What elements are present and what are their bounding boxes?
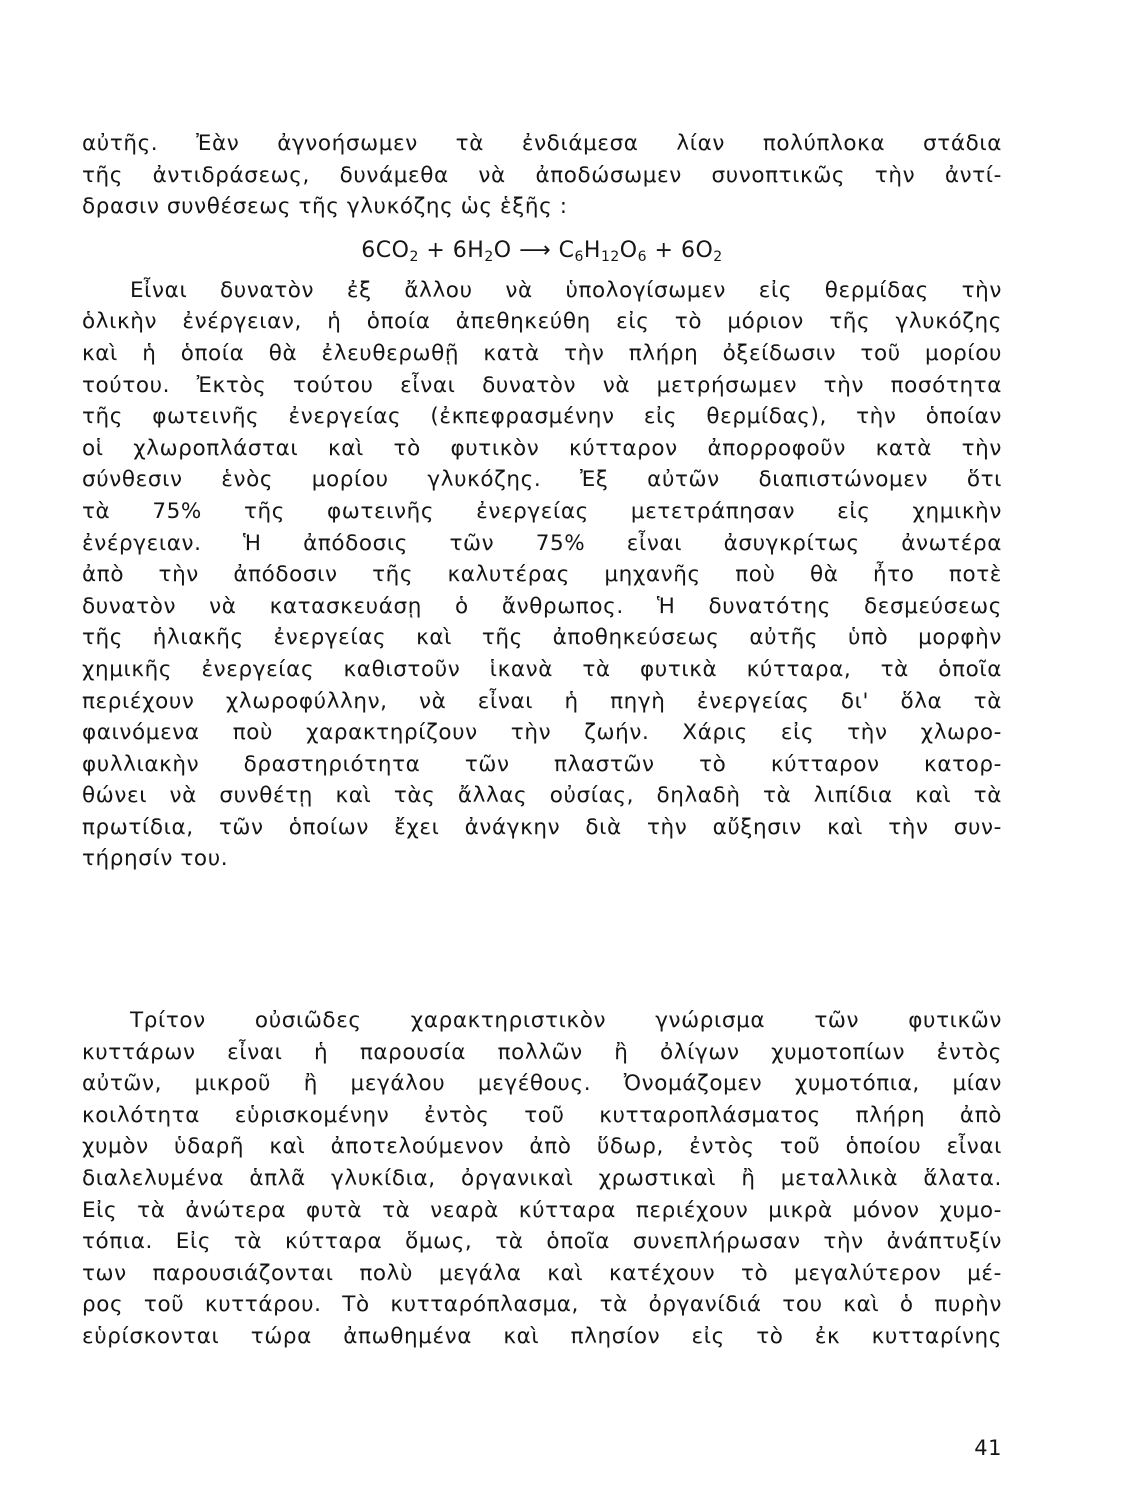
eq-plus: + — [647, 237, 681, 263]
eq-term-glucose: $C_6H_{12}O_6$ — [558, 237, 648, 265]
text-line: Εἶναι δυνατὸν ἐξ ἄλλου νὰ ὑπολογίσωμεν εἰς θερμίδας τὴν — [130, 277, 1002, 303]
text-line: δυνατὸν νὰ κατασκευάσῃ ὁ ἄνθρωπος. Ἡ δυνατότης δεσμεύσεως — [82, 593, 1002, 619]
text-line: δρασιν συνθέσεως τῆς γλυκόζης ὡς ἑξῆς : — [82, 194, 568, 220]
text-line: φαινόμενα ποὺ χαρακτηρίζουν τὴν ζωήν. Χάρις εἰς τὴν χλωρο- — [82, 720, 1002, 746]
paragraph-continued — [82, 128, 1002, 223]
eq-term-h2o: $6H_2O$ — [452, 237, 512, 265]
text-line: σύνθεσιν ἑνὸς μορίου γλυκόζης. Ἐξ αὐτῶν διαπιστώνομεν ὅτι — [82, 467, 1002, 493]
text-line: Τρίτον οὐσιῶδες χαρακτηριστικὸν γνώρισμα τῶν φυτικῶν — [130, 1008, 1002, 1033]
text-line: αὐτῶν, μικροῦ ἢ μεγάλου μεγέθους. Ὀνομάζομεν χυμοτόπια, μίαν — [82, 1071, 1002, 1097]
text-line: πρωτίδια, τῶν ὁποίων ἔχει ἀνάγκην διὰ τὴν αὔξησιν καὶ τὴν συν- — [82, 814, 1002, 840]
paragraph-vacuoles — [82, 1005, 1002, 1353]
paragraph-energy — [82, 275, 1002, 875]
page-number: 41 — [974, 1436, 1002, 1460]
eq-plus: + — [418, 237, 453, 263]
text-line: τήρησίν του. — [82, 846, 229, 872]
text-line: ὁλικὴν ἐνέργειαν, ἡ ὁποία ἀπεθηκεύθη εἰς τὸ μόριον τῆς γλυκόζης — [82, 309, 1002, 335]
eq-arrow: ⟶ — [511, 237, 559, 263]
text-line: ρος τοῦ κυττάρου. Τὸ κυτταρόπλασμα, τὰ ὀργανίδιά του καὶ ὁ πυρὴν — [82, 1292, 1002, 1318]
text-line: τῆς ἀντιδράσεως, δυνάμεθα νὰ ἀποδώσωμεν συνοπτικῶς τὴν ἀντί- — [82, 162, 1002, 188]
text-line: κοιλότητα εὑρισκομένην ἐντὸς τοῦ κυτταροπλάσματος πλήρη ἀπὸ — [82, 1102, 1002, 1128]
text-line: καὶ ἡ ὁποία θὰ ἐλευθερωθῇ κατὰ τὴν πλήρη ὀξείδωσιν τοῦ μορίου — [82, 340, 1002, 366]
text-line: χυμὸν ὑδαρῆ καὶ ἀποτελούμενον ἀπὸ ὕδωρ, ἐντὸς τοῦ ὁποίου εἶναι — [82, 1134, 1002, 1160]
text-line: τούτου. Ἐκτὸς τούτου εἶναι δυνατὸν νὰ μετρήσωμεν τὴν ποσότητα — [82, 372, 1002, 398]
text-line: ἐνέργειαν. Ἡ ἀπόδοσις τῶν 75% εἶναι ἀσυγκρίτως ἀνωτέρα — [82, 530, 1002, 556]
text-line: εὑρίσκονται τώρα ἀπωθημένα καὶ πλησίον εἰς τὸ ἐκ κυτταρίνης — [82, 1323, 1002, 1349]
text-line: κυττάρων εἶναι ἡ παρουσία πολλῶν ἢ ὀλίγων χυμοτοπίων ἐντὸς — [82, 1039, 1002, 1065]
text-line: οἱ χλωροπλάσται καὶ τὸ φυτικὸν κύτταρον ἀπορροφοῦν κατὰ τὴν — [82, 435, 1002, 461]
main-text-block — [82, 128, 1002, 875]
text-line: χημικῆς ἐνεργείας καθιστοῦν ἱκανὰ τὰ φυτικὰ κύτταρα, τὰ ὁποῖα — [82, 656, 1002, 682]
text-line: τῆς ἡλιακῆς ἐνεργείας καὶ τῆς ἀποθηκεύσεως αὐτῆς ὑπὸ μορφὴν — [82, 625, 1002, 651]
eq-term-co2: $6CO_2$ — [361, 237, 419, 265]
text-line: τῆς φωτεινῆς ἐνεργείας (ἐκπεφρασμένην εἰς θερμίδας), τὴν ὁποίαν — [82, 404, 1002, 430]
text-line: τόπια. Εἰς τὰ κύτταρα ὅμως, τὰ ὁποῖα συνεπλήρωσαν τὴν ἀνάπτυξίν — [82, 1229, 1002, 1255]
text-line: αὐτῆς. Ἐὰν ἀγνοήσωμεν τὰ ἐνδιάμεσα λίαν πολύπλοκα στάδια — [82, 131, 1002, 156]
photosynthesis-equation — [82, 233, 1002, 269]
text-line: θώνει νὰ συνθέτῃ καὶ τὰς ἄλλας οὐσίας, δηλαδὴ τὰ λιπίδια καὶ τὰ — [82, 783, 1002, 809]
text-line: των παρουσιάζονται πολὺ μεγάλα καὶ κατέχουν τὸ μεγαλύτερον μέ- — [82, 1260, 1002, 1286]
text-line: φυλλιακὴν δραστηριότητα τῶν πλαστῶν τὸ κύτταρον κατορ- — [82, 751, 1002, 777]
text-line: ἀπὸ τὴν ἀπόδοσιν τῆς καλυτέρας μηχανῆς ποὺ θὰ ἦτο ποτὲ — [82, 562, 1002, 588]
text-line: περιέχουν χλωροφύλλην, νὰ εἶναι ἡ πηγὴ ἐνεργείας δι' ὅλα τὰ — [82, 688, 1002, 714]
text-line: διαλελυμένα ἁπλᾶ γλυκίδια, ὀργανικαὶ χρωστικαὶ ἢ μεταλλικὰ ἅλατα. — [82, 1165, 1002, 1191]
text-line: Εἰς τὰ ἀνώτερα φυτὰ τὰ νεαρὰ κύτταρα περιέχουν μικρὰ μόνον χυμο- — [82, 1197, 1002, 1223]
text-line: τὰ 75% τῆς φωτεινῆς ἐνεργείας μετετράπησαν εἰς χημικὴν — [82, 498, 1002, 524]
eq-term-o2: $6O_2$ — [680, 237, 723, 265]
